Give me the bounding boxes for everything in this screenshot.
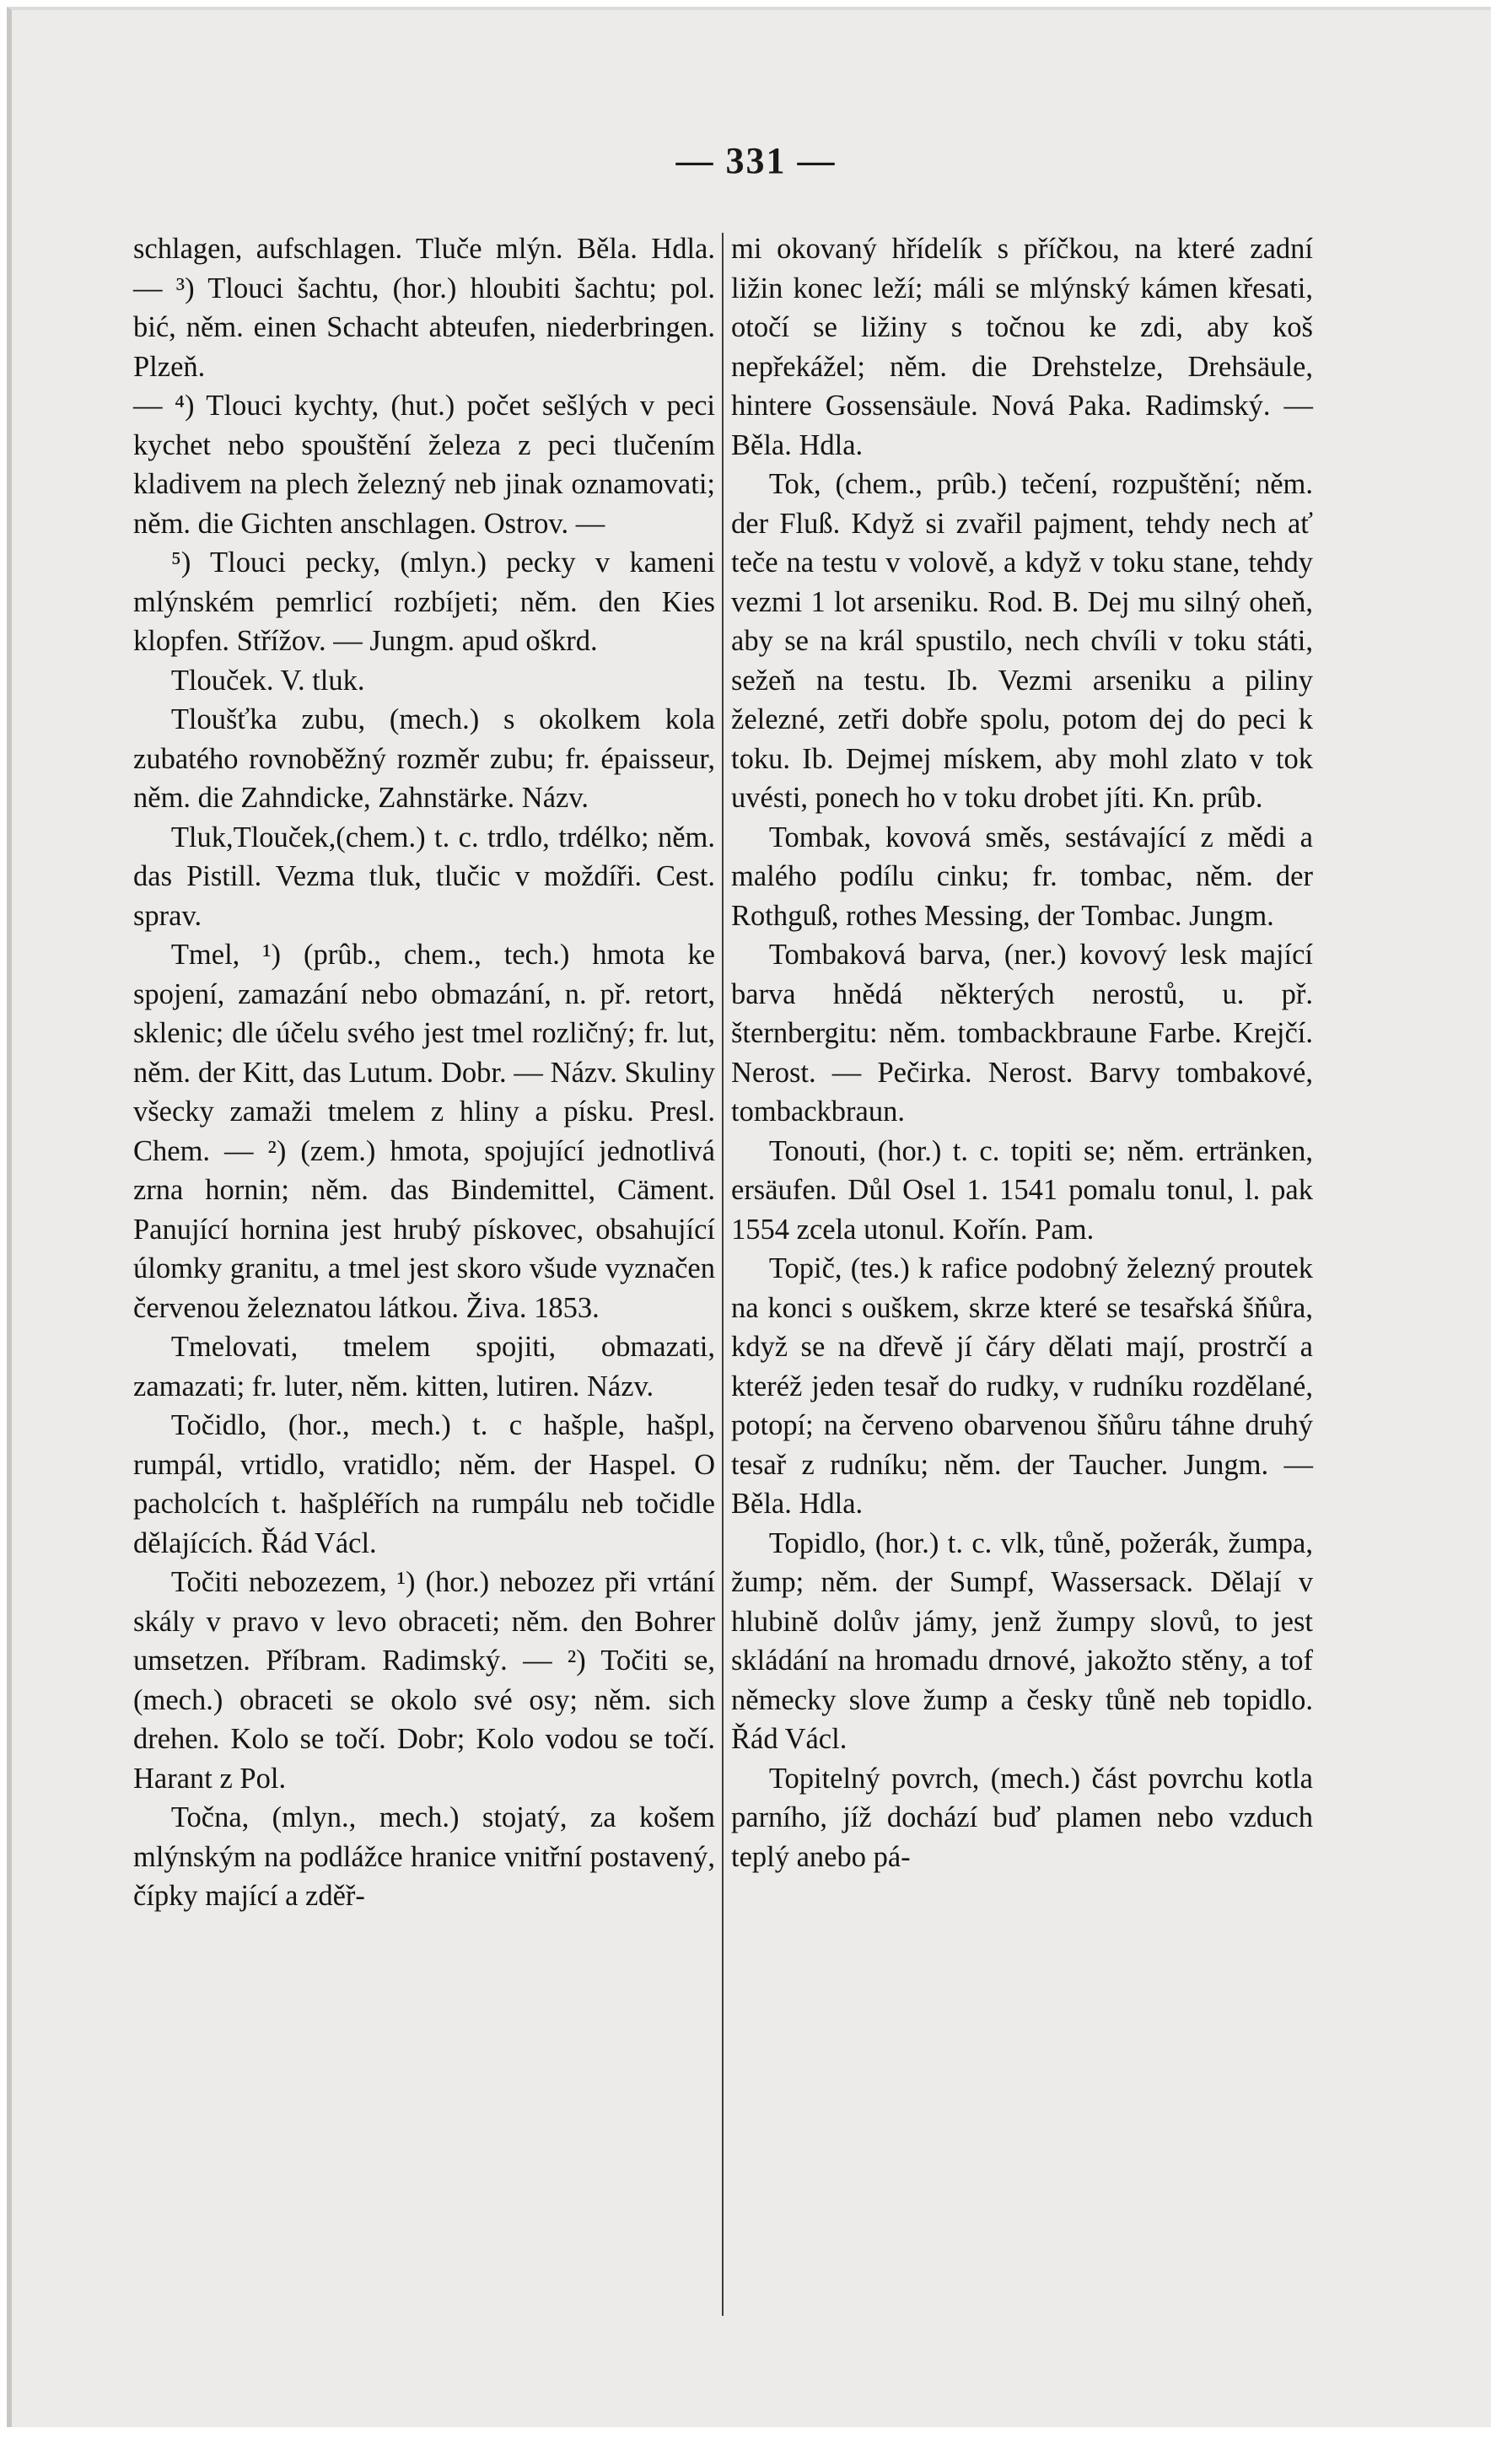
entry-continuation-schlagen: schlagen, aufschlagen. Tluče mlýn. Běla. Hdla. — ³) Tlouci šachtu, (hor.) hloubiti šachtu; pol. bić, něm. einen Schacht abteufen, niederbringen. Plzeň. — [133, 233, 715, 383]
entry-topitelny-povrch: Topitelný povrch, (mech.) část povrchu kotla parního, jíž dochází buď plamen nebo vzduch teplý anebo pá- — [731, 1762, 1313, 1873]
entry-tok: Tok, (chem., prûb.) tečení, rozpuštění; něm. der Fluß. Když si zvařil pajment, tehdy nech ať teče na testu v volově, a když v toku stane, tehdy vezmi 1 lot arseniku. Rod. B. Dej mu silný oheň, aby se na král spustilo, nech chvíli v toku státi, sežeň na testu. Ib. Vezmi arseniku a piliny železné, zetři dobře spolu, potom dej do peci k toku. Ib. Dejmej mískem, aby mohl zlato v tok uvésti, ponech ho v toku drobet jíti. Kn. prûb. — [731, 468, 1313, 814]
left-column — [133, 229, 715, 1916]
entry-tlouci-kychty: — ⁴) Tlouci kychty, (hut.) počet sešlých v peci kychet nebo spouštění železa z peci tlučením kladivem na plech železný neb jinak oznamovati; něm. die Gichten anschlagen. Ostrov. — — [133, 390, 715, 540]
entry-topic: Topič, (tes.) k rafice podobný železný proutek na konci s ouškem, skrze které se tesařská šňůra, když se na dřevě jí čáry dělati mají, prostrčí a kteréž jeden tesař do rudky, v rudníku rozdělané, potopí; na červeno obarvenou šňůru táhne druhý tesař z rudníku; něm. der Taucher. Jungm. — Běla. Hdla. — [731, 1252, 1313, 1520]
entry-tloustka-zubu: Tloušťka zubu, (mech.) s okolkem kola zubatého rovnoběžný rozměr zubu; fr. épaisseur, něm. die Zahndicke, Zahnstärke. Názv. — [133, 703, 715, 814]
entry-tmel: Tmel, ¹) (prûb., chem., tech.) hmota ke spojení, zamazání nebo obmazání, n. př. retort, sklenic; dle účelu svého jest tmel rozličný; fr. lut, něm. der Kitt, das Lutum. Dobr. — Názv. Skuliny všecky zamaži tmelem z hliny a písku. Presl. Chem. — ²) (zem.) hmota, spojující jednotlivá zrna hornin; něm. das Bindemittel, Cäment. Panující hornina jest hrubý pískovec, obsahující úlomky granitu, a tmel jest skoro všude vyznačen červenou železnatou látkou. Živa. 1853. — [133, 939, 715, 1324]
entry-tluk: Tluk,Tlouček,(chem.) t. c. trdlo, trdélko; něm. das Pistill. Vezma tluk, tlučic v moždíři. Cest. sprav. — [133, 821, 715, 932]
entry-tocidlo: Točidlo, (hor., mech.) t. c hašple, hašpl, rumpál, vrtidlo, vratidlo; něm. der Haspel. O pacholcích t. hašpléřích na rumpálu neb točidle dělajících. Řád Václ. — [133, 1409, 715, 1559]
entry-topidlo: Topidlo, (hor.) t. c. vlk, tůně, požerák, žumpa, žump; něm. der Sumpf, Wassersack. Dělají v hlubině dolův jámy, jenž žumpy slovů, to jest skládání na hromadu drnové, jakožto stěny, a tof německy slove žump a česky tůně neb topidlo. Řád Václ. — [731, 1526, 1313, 1755]
right-column — [731, 229, 1313, 1876]
entry-toucek: Tlouček. V. tluk. — [170, 664, 365, 697]
entry-tocna: Točna, (mlyn., mech.) stojatý, za košem mlýnským na podlážce hranice vnitřní postavený, čípky mající a zděř- — [133, 1801, 715, 1912]
column-divider — [722, 233, 724, 2316]
entry-tlouci-pecky: ⁵) Tlouci pecky, (mlyn.) pecky v kameni mlýnském pemrlicí rozbíjeti; něm. den Kies klopfen. Střížov. — Jungm. apud oškrd. — [133, 546, 715, 657]
entry-tmelovati: Tmelovati, tmelem spojiti, obmazati, zamazati; fr. luter, něm. kitten, lutiren. Názv. — [133, 1331, 715, 1402]
page-number: — 331 — — [675, 140, 837, 181]
entry-tociti-nebozezem: Točiti nebozezem, ¹) (hor.) nebozez při vrtání skály v pravo v levo obraceti; něm. den Bohrer umsetzen. Příbram. Radimský. — ²) Točiti se, (mech.) obraceti se okolo své osy; něm. sich drehen. Kolo se točí. Dobr; Kolo vodou se točí. Harant z Pol. — [133, 1566, 715, 1795]
entry-tonouti: Tonouti, (hor.) t. c. topiti se; něm. ertränken, ersäufen. Důl Osel 1. 1541 pomalu tonul, l. pak 1554 zcela utonul. Kořín. Pam. — [731, 1134, 1313, 1246]
entry-continuation-tocna: mi okovaný hřídelík s příčkou, na které zadní ližin konec leží; máli se mlýnský kámen křesati, otočí se ližiny s točnou ke zdi, aby koš nepřekážel; něm. die Drehstelze, Drehsäule, hintere Gossensäule. Nová Paka. Radimský. — Běla. Hdla. — [731, 233, 1313, 461]
entry-tombakova-barva: Tombaková barva, (ner.) kovový lesk mající barva hnědá některých nerostů, u. př. šternbergitu: něm. tombackbraune Farbe. Krejčí. Nerost. — Pečirka. Nerost. Barvy tombakové, tombackbraun. — [731, 939, 1313, 1128]
entry-tombak: Tombak, kovová směs, sestávající z mědi a malého podílu cinku; fr. tombac, něm. der Rothguß, rothes Messing, der Tombac. Jungm. — [731, 821, 1313, 932]
